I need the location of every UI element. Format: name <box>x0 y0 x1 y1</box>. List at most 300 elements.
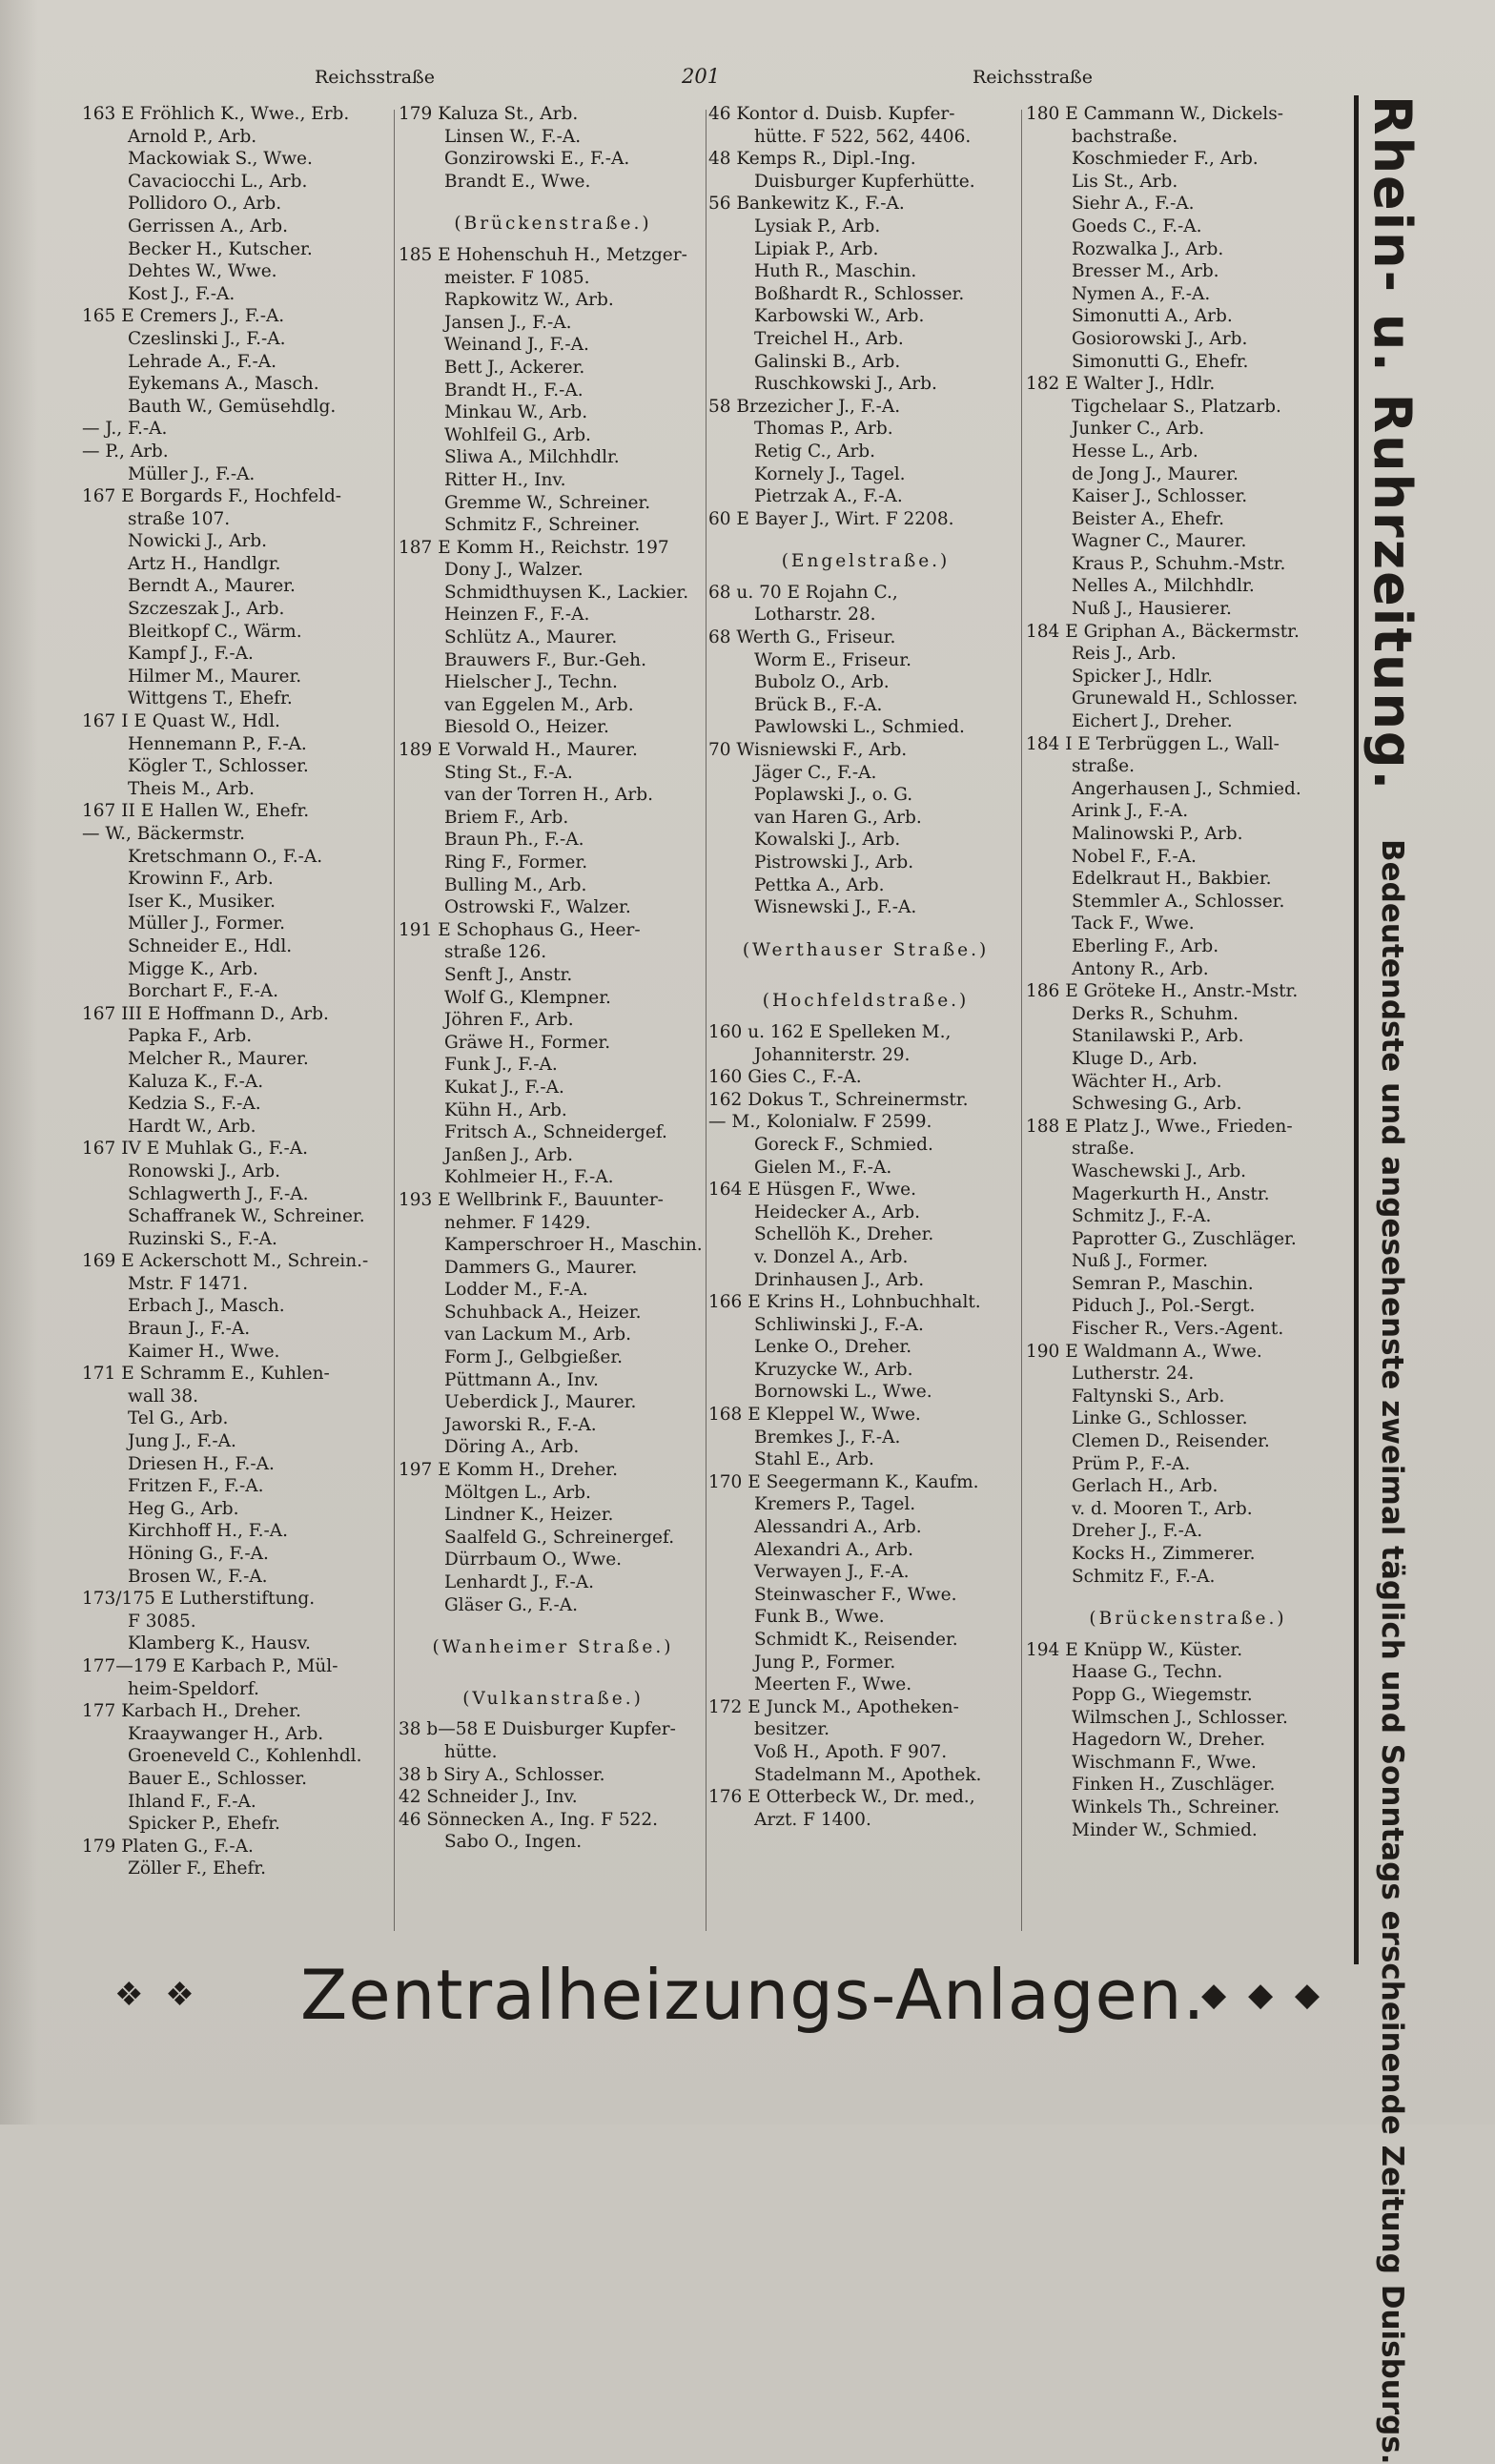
directory-entry: Spicker J., Hdlr. <box>1072 666 1213 687</box>
directory-entry: Wittgens T., Ehefr. <box>128 688 293 709</box>
directory-entry: 168 E Kleppel W., Wwe. <box>708 1405 921 1426</box>
spacer <box>399 1668 707 1679</box>
directory-entry: Ueberdick J., Maurer. <box>444 1392 637 1413</box>
directory-entry: Iser K., Musiker. <box>128 891 276 912</box>
directory-entry: Brück B., F.-A. <box>754 694 883 715</box>
directory-entry: Schmidt K., Reisender. <box>754 1630 958 1650</box>
directory-entry: Schaffranek W., Schreiner. <box>128 1206 365 1227</box>
column-divider <box>706 110 707 1931</box>
directory-entry: Hilmer M., Maurer. <box>128 666 302 687</box>
directory-entry: Beister A., Ehefr. <box>1072 508 1224 529</box>
directory-entry: 185 E Hohenschuh H., Metzger- <box>399 244 687 265</box>
directory-entry: Minkau W., Arb. <box>444 402 588 423</box>
directory-entry: Linsen W., F.-A. <box>444 126 582 147</box>
directory-entry: meister. F 1085. <box>444 267 590 288</box>
directory-entry: Boßhardt R., Schlosser. <box>754 283 965 304</box>
directory-entry: Kost J., F.-A. <box>128 283 236 304</box>
directory-entry: Nuß J., Former. <box>1072 1251 1208 1272</box>
directory-entry: 60 E Bayer J., Wirt. F 2208. <box>708 508 954 529</box>
cross-street-heading: (Wanheimer Straße.) <box>432 1637 674 1658</box>
directory-entry: Galinski B., Arb. <box>754 351 901 372</box>
directory-entry: Gerlach H., Arb. <box>1072 1476 1219 1497</box>
directory-entry: Wagner C., Maurer. <box>1072 531 1247 552</box>
directory-entry: Saalfeld G., Schreinergef. <box>444 1527 675 1548</box>
directory-entry: Ronowski J., Arb. <box>128 1160 281 1181</box>
directory-entry: Bornowski L., Wwe. <box>754 1382 932 1403</box>
directory-entry: Kaiser J., Schlosser. <box>1072 486 1248 507</box>
directory-entry: Heinzen F., F.-A. <box>444 605 590 626</box>
directory-entry: Cavaciocchi L., Arb. <box>128 171 308 192</box>
directory-entry: Gerrissen A., Arb. <box>128 216 288 236</box>
directory-entry: Wächter H., Arb. <box>1072 1071 1222 1092</box>
spacer <box>399 193 707 204</box>
directory-entry: Tigchelaar S., Platzarb. <box>1072 396 1281 417</box>
directory-entry: 46 Sönnecken A., Ing. F 522. <box>399 1809 659 1830</box>
directory-entry: Püttmann A., Inv. <box>444 1369 599 1390</box>
sidebar-rule <box>1354 95 1359 1964</box>
cross-street-heading: (Werthauser Straße.) <box>742 939 990 960</box>
directory-entry: hütte. F 522, 562, 4406. <box>754 126 972 147</box>
directory-entry: 167 E Borgards F., Hochfeld- <box>82 486 342 507</box>
footer-advertisement <box>76 1955 1373 2041</box>
directory-entry: 164 E Hüsgen F., Wwe. <box>708 1180 916 1201</box>
directory-entry: Bett J., Ackerer. <box>444 357 585 378</box>
spacer <box>708 919 1023 931</box>
directory-entry: 166 E Krins H., Lohnbuchhalt. <box>708 1292 981 1313</box>
directory-entry: Kukat J., F.-A. <box>444 1077 564 1098</box>
directory-entry: Stahl E., Arb. <box>754 1449 874 1470</box>
directory-entry: — J., F.-A. <box>82 419 168 440</box>
directory-entry: Mackowiak S., Wwe. <box>128 149 313 170</box>
directory-entry: Edelkraut H., Bakbier. <box>1072 869 1272 890</box>
directory-entry: Wilmschen J., Schlosser. <box>1072 1707 1288 1728</box>
footer-ad-text: Zentralheizungs-Anlagen. <box>300 1955 1206 2035</box>
directory-entry: Schwesing G., Arb. <box>1072 1094 1242 1115</box>
directory-entry: F 3085. <box>128 1611 196 1632</box>
directory-entry: 48 Kemps R., Dipl.-Ing. <box>708 149 916 170</box>
directory-entry: de Jong J., Maurer. <box>1072 463 1239 484</box>
directory-entry: Angerhausen J., Schmied. <box>1072 778 1301 799</box>
directory-entry: Hesse L., Arb. <box>1072 441 1198 462</box>
directory-entry: Gremme W., Schreiner. <box>444 492 651 513</box>
header-street-right: Reichsstraße <box>973 67 1093 88</box>
directory-entry: Pettka A., Arb. <box>754 874 885 895</box>
directory-entry: Erbach J., Masch. <box>128 1296 285 1317</box>
directory-entry: Szczeszak J., Arb. <box>128 599 285 620</box>
cross-street-heading: (Brückenstraße.) <box>1089 1609 1287 1630</box>
directory-entry: Poplawski J., o. G. <box>754 785 913 806</box>
directory-entry: Brosen W., F.-A. <box>128 1566 268 1587</box>
directory-entry: Fritsch A., Schneidergef. <box>444 1122 667 1143</box>
directory-entry: 171 E Schramm E., Kuhlen- <box>82 1364 330 1385</box>
directory-entry: Wohlfeil G., Arb. <box>444 424 591 445</box>
directory-entry: Kornely J., Tagel. <box>754 463 906 484</box>
ornament-right: ◆ ◆ ◆ <box>1201 1976 1326 2014</box>
directory-entry: Theis M., Arb. <box>128 778 256 799</box>
spacer <box>1026 1588 1350 1599</box>
directory-entry: Braun J., F.-A. <box>128 1319 251 1340</box>
directory-entry: Waschewski J., Arb. <box>1072 1160 1247 1181</box>
directory-entry: Sliwa A., Milchhdlr. <box>444 447 620 468</box>
directory-entry: Schmitz F., F.-A. <box>1072 1566 1216 1587</box>
directory-entry: Fritzen F., F.-A. <box>128 1476 264 1497</box>
directory-entry: Kampf J., F.-A. <box>128 644 254 665</box>
directory-entry: Brandt H., F.-A. <box>444 380 584 400</box>
directory-entry: Brauwers F., Bur.-Geh. <box>444 649 646 670</box>
directory-entry: Gielen M., F.-A. <box>754 1157 892 1178</box>
directory-entry: 190 E Waldmann A., Wwe. <box>1026 1341 1262 1362</box>
directory-entry: Krowinn F., Arb. <box>128 869 274 890</box>
directory-entry: Senft J., Anstr. <box>444 964 573 985</box>
column-2 <box>399 103 707 1934</box>
directory-entry: Kögler T., Schlosser. <box>128 756 309 777</box>
directory-entry: Funk J., F.-A. <box>444 1055 558 1076</box>
ornament-left: ❖ ❖ <box>114 1976 200 2014</box>
directory-entry: 187 E Komm H., Reichstr. 197 <box>399 537 669 558</box>
directory-entry: Kremers P., Tagel. <box>754 1494 916 1515</box>
directory-entry: Jaworski R., F.-A. <box>444 1414 597 1435</box>
directory-entry: 197 E Komm H., Dreher. <box>399 1460 618 1481</box>
directory-entry: Stadelmann M., Apothek. <box>754 1764 982 1785</box>
directory-entry: 173/175 E Lutherstiftung. <box>82 1589 316 1610</box>
directory-entry: — W., Bäckermstr. <box>82 824 245 844</box>
directory-entry: Ruzinski S., F.-A. <box>128 1228 277 1249</box>
directory-entry: Migge K., Arb. <box>128 958 258 979</box>
directory-entry: 180 E Cammann W., Dickels- <box>1026 104 1283 124</box>
directory-entry: Prüm P., F.-A. <box>1072 1453 1191 1474</box>
directory-entry: Lodder M., F.-A. <box>444 1280 588 1301</box>
directory-entry: 172 E Junck M., Apotheken- <box>708 1696 959 1717</box>
directory-entry: Treichel H., Arb. <box>754 328 904 349</box>
directory-entry: Kraus P., Schuhm.-Mstr. <box>1072 553 1286 574</box>
directory-entry: Ritter H., Inv. <box>444 469 566 490</box>
directory-entry: Paprotter G., Zuschläger. <box>1072 1228 1297 1249</box>
directory-entry: Kocks H., Zimmerer. <box>1072 1544 1256 1564</box>
directory-entry: Becker H., Kutscher. <box>128 238 313 259</box>
directory-entry: straße. <box>1072 756 1135 777</box>
directory-entry: 189 E Vorwald H., Maurer. <box>399 740 638 761</box>
directory-entry: Lotharstr. 28. <box>754 605 876 626</box>
directory-entry: Lysiak P., Arb. <box>754 216 881 236</box>
directory-entry: Höning G., F.-A. <box>128 1544 269 1564</box>
directory-entry: Thomas P., Arb. <box>754 419 893 440</box>
directory-entry: Czeslinski J., F.-A. <box>128 328 286 349</box>
directory-entry: 68 Werth G., Friseur. <box>708 627 896 648</box>
directory-entry: Huth R., Maschin. <box>754 261 917 282</box>
cross-street-heading: (Vulkanstraße.) <box>462 1688 644 1709</box>
directory-entry: 194 E Knüpp W., Küster. <box>1026 1639 1243 1660</box>
directory-entry: Dony J., Walzer. <box>444 560 584 581</box>
directory-entry: Nelles A., Milchhdlr. <box>1072 576 1255 597</box>
directory-entry: Brandt E., Wwe. <box>444 171 591 192</box>
directory-entry: 167 IV E Muhlak G., F.-A. <box>82 1139 309 1160</box>
directory-entry: Dehtes W., Wwe. <box>128 261 277 282</box>
directory-entry: Schellöh K., Dreher. <box>754 1224 934 1245</box>
directory-entry: straße 126. <box>444 942 547 963</box>
directory-entry: Heg G., Arb. <box>128 1498 239 1519</box>
spacer <box>399 1616 707 1628</box>
directory-entry: Rapkowitz W., Arb. <box>444 290 614 311</box>
directory-entry: Hardt W., Arb. <box>128 1116 256 1137</box>
directory-entry: — M., Kolonialw. F 2599. <box>708 1112 932 1133</box>
directory-entry: Lipiak P., Arb. <box>754 238 879 259</box>
directory-entry: Kedzia S., F.-A. <box>128 1094 261 1115</box>
directory-entry: Ring F., Former. <box>444 852 588 873</box>
directory-entry: 38 b—58 E Duisburger Kupfer- <box>399 1719 676 1740</box>
directory-entry: v. Donzel A., Arb. <box>754 1246 909 1267</box>
column-divider <box>394 110 395 1931</box>
directory-entry: Jäger C., F.-A. <box>754 762 877 783</box>
directory-entry: 167 I E Quast W., Hdl. <box>82 711 280 732</box>
directory-entry: Fischer R., Vers.-Agent. <box>1072 1319 1284 1340</box>
directory-entry: 186 E Gröteke H., Anstr.-Mstr. <box>1026 981 1299 1002</box>
directory-entry: Haase G., Techn. <box>1072 1662 1223 1683</box>
directory-entry: Reis J., Arb. <box>1072 644 1177 665</box>
directory-entry: Goreck F., Schmied. <box>754 1134 933 1155</box>
directory-entry: Schmitz F., Schreiner. <box>444 515 641 536</box>
directory-entry: Goeds C., F.-A. <box>1072 216 1202 236</box>
directory-entry: Driesen H., F.-A. <box>128 1453 275 1474</box>
directory-entry: van der Torren H., Arb. <box>444 785 653 806</box>
directory-entry: Bulling M., Arb. <box>444 874 587 895</box>
directory-entry: 160 u. 162 E Spelleken M., <box>708 1021 952 1042</box>
directory-entry: Kühn H., Arb. <box>444 1099 567 1120</box>
directory-entry: Klamberg K., Hausv. <box>128 1633 311 1654</box>
directory-entry: Ihland F., F.-A. <box>128 1791 256 1812</box>
directory-entry: Nymen A., F.-A. <box>1072 283 1211 304</box>
directory-entry: Verwayen J., F.-A. <box>754 1562 910 1583</box>
directory-entry: Kamperschroer H., Maschin. <box>444 1235 703 1256</box>
directory-entry: 170 E Seegermann K., Kaufm. <box>708 1471 979 1492</box>
directory-entry: Biesold O., Heizer. <box>444 717 609 738</box>
directory-entry: Bleitkopf C., Wärm. <box>128 621 302 642</box>
directory-entry: Zöller F., Ehefr. <box>128 1858 267 1879</box>
directory-entry: Jung J., F.-A. <box>128 1431 236 1452</box>
directory-entry: Ostrowski F., Walzer. <box>444 897 631 918</box>
directory-entry: hütte. <box>444 1741 498 1762</box>
directory-entry: Schuhback A., Heizer. <box>444 1302 642 1323</box>
directory-entry: Simonutti G., Ehefr. <box>1072 351 1249 372</box>
directory-entry: Berndt A., Maurer. <box>128 576 296 597</box>
directory-entry: Duisburger Kupferhütte. <box>754 171 975 192</box>
directory-entry: 177—179 E Karbach P., Mül- <box>82 1655 338 1676</box>
header-street-left: Reichsstraße <box>315 67 435 88</box>
directory-entry: Voß H., Apoth. F 907. <box>754 1741 948 1762</box>
directory-entry: Papka F., Arb. <box>128 1026 253 1047</box>
spacer <box>708 970 1023 981</box>
directory-entry: Siehr A., F.-A. <box>1072 194 1195 215</box>
directory-entry: Pistrowski J., Arb. <box>754 852 914 873</box>
directory-entry: Döring A., Arb. <box>444 1437 580 1458</box>
directory-entry: Derks R., Schuhm. <box>1072 1003 1239 1024</box>
directory-entry: Kluge D., Arb. <box>1072 1048 1198 1069</box>
directory-entry: Kretschmann O., F.-A. <box>128 846 323 867</box>
directory-entry: 177 Karbach H., Dreher. <box>82 1701 301 1722</box>
newspaper-ad-sidebar <box>1354 95 1424 2464</box>
directory-entry: Sting St., F.-A. <box>444 762 573 783</box>
directory-entry: Form J., Gelbgießer. <box>444 1347 624 1368</box>
directory-entry: Linke G., Schlosser. <box>1072 1408 1248 1429</box>
directory-entry: 179 Platen G., F.-A. <box>82 1836 254 1857</box>
directory-entry: Janßen J., Arb. <box>444 1144 574 1165</box>
directory-entry: Schmidthuysen K., Lackier. <box>444 582 689 603</box>
directory-entry: Bubolz O., Arb. <box>754 672 890 693</box>
cross-street-heading: (Engelstraße.) <box>781 551 951 572</box>
directory-entry: Kirchhoff H., F.-A. <box>128 1521 289 1542</box>
directory-entry: Gräwe H., Former. <box>444 1032 611 1053</box>
directory-entry: Alessandri A., Arb. <box>754 1517 922 1538</box>
directory-entry: Alexandri A., Arb. <box>754 1539 914 1560</box>
directory-entry: Weinand J., F.-A. <box>444 335 589 356</box>
directory-entry: Möltgen L., Arb. <box>444 1482 591 1503</box>
directory-entry: 70 Wisniewski F., Arb. <box>708 740 908 761</box>
column-4 <box>1026 103 1350 1934</box>
directory-entry: — P., Arb. <box>82 441 169 462</box>
directory-entry: Antony R., Arb. <box>1072 958 1209 979</box>
directory-entry: 184 I E Terbrüggen L., Wall- <box>1026 733 1280 754</box>
directory-entry: Simonutti A., Arb. <box>1072 306 1233 327</box>
directory-entry: 68 u. 70 E Rojahn C., <box>708 582 898 603</box>
directory-entry: Schlütz A., Maurer. <box>444 627 618 648</box>
directory-entry: Karbowski W., Arb. <box>754 306 925 327</box>
directory-entry: Kowalski J., Arb. <box>754 830 901 851</box>
directory-entry: Lenke O., Dreher. <box>754 1337 912 1358</box>
newspaper-title: Rhein- u. Ruhrzeitung. <box>1362 95 1423 792</box>
directory-entry: Dreher J., F.-A. <box>1072 1521 1203 1542</box>
directory-entry: bachstraße. <box>1072 126 1178 147</box>
directory-entry: Koschmieder F., Arb. <box>1072 149 1259 170</box>
newspaper-slogan: Bedeutendste und angesehenste zweimal täglich und Sonntags erscheinende Zeitung Duisburgs. <box>1375 838 1409 2464</box>
directory-entry: Hagedorn W., Dreher. <box>1072 1730 1266 1751</box>
directory-entry: Arnold P., Arb. <box>128 126 257 147</box>
directory-entry: Bauth W., Gemüsehdlg. <box>128 396 337 417</box>
directory-entry: Lindner K., Heizer. <box>444 1505 614 1526</box>
directory-entry: Nuß J., Hausierer. <box>1072 599 1232 620</box>
directory-entry: Semran P., Maschin. <box>1072 1273 1254 1294</box>
directory-entry: Nowicki J., Arb. <box>128 531 267 552</box>
directory-entry: Wisnewski J., F.-A. <box>754 897 917 918</box>
directory-entry: Arink J., F.-A. <box>1072 801 1189 822</box>
directory-entry: straße 107. <box>128 508 231 529</box>
directory-entry: Popp G., Wiegemstr. <box>1072 1684 1253 1705</box>
directory-entry: Müller J., Former. <box>128 914 285 934</box>
directory-entry: Lis St., Arb. <box>1072 171 1178 192</box>
directory-entry: Bauer E., Schlosser. <box>128 1768 307 1789</box>
directory-entry: Gosiorowski J., Arb. <box>1072 328 1248 349</box>
directory-entry: 169 E Ackerschott M., Schrein.- <box>82 1251 369 1272</box>
directory-entry: 162 Dokus T., Schreinermstr. <box>708 1089 969 1110</box>
directory-entry: Schlagwerth J., F.-A. <box>128 1183 309 1204</box>
directory-entry: van Eggelen M., Arb. <box>444 694 634 715</box>
directory-entry: 56 Bankewitz K., F.-A. <box>708 194 905 215</box>
column-3 <box>708 103 1023 1934</box>
directory-entry: Pietrzak A., F.-A. <box>754 486 903 507</box>
directory-entry: Magerkurth H., Anstr. <box>1072 1183 1270 1204</box>
directory-entry: Piduch J., Pol.-Sergt. <box>1072 1296 1256 1317</box>
directory-entry: 46 Kontor d. Duisb. Kupfer- <box>708 104 955 124</box>
directory-entry: Gonzirowski E., F.-A. <box>444 149 630 170</box>
directory-entry: Drinhausen J., Arb. <box>754 1269 925 1290</box>
directory-entry: Lutherstr. 24. <box>1072 1364 1195 1385</box>
directory-entry: Winkels Th., Schreiner. <box>1072 1797 1280 1817</box>
column-divider <box>1021 110 1022 1931</box>
directory-entry: Hennemann P., F.-A. <box>128 733 307 754</box>
directory-entry: Kaimer H., Wwe. <box>128 1341 280 1362</box>
directory-entry: Kaluza K., F.-A. <box>128 1071 264 1092</box>
directory-entry: Rozwalka J., Arb. <box>1072 238 1224 259</box>
directory-entry: Stemmler A., Schlosser. <box>1072 891 1285 912</box>
directory-entry: Junker C., Arb. <box>1072 419 1205 440</box>
directory-entry: van Lackum M., Arb. <box>444 1324 632 1345</box>
directory-entry: wall 38. <box>128 1386 198 1407</box>
directory-entry: Schliwinski J., F.-A. <box>754 1314 924 1335</box>
directory-entry: Finken H., Zuschläger. <box>1072 1775 1276 1796</box>
directory-entry: 179 Kaluza St., Arb. <box>399 104 579 124</box>
directory-entry: Eykemans A., Masch. <box>128 374 319 395</box>
directory-entry: 191 E Schophaus G., Heer- <box>399 919 641 940</box>
directory-entry: Meerten F., Wwe. <box>754 1674 912 1695</box>
column-1 <box>82 103 395 1934</box>
directory-entry: 176 E Otterbeck W., Dr. med., <box>708 1787 975 1808</box>
directory-entry: Pawlowski L., Schmied. <box>754 717 965 738</box>
directory-entry: 167 II E Hallen W., Ehefr. <box>82 801 310 822</box>
directory-entry: 58 Brzezicher J., F.-A. <box>708 396 901 417</box>
directory-entry: 163 E Fröhlich K., Wwe., Erb. <box>82 104 350 124</box>
directory-entry: Johanniterstr. 29. <box>754 1044 911 1065</box>
directory-entry: Braun Ph., F.-A. <box>444 830 584 851</box>
directory-entry: Ruschkowski J., Arb. <box>754 374 937 395</box>
directory-entry: 42 Schneider J., Inv. <box>399 1787 578 1808</box>
directory-entry: Spicker P., Ehefr. <box>128 1814 280 1835</box>
directory-entry: Tack F., Wwe. <box>1072 914 1195 934</box>
directory-entry: Kruzycke W., Arb. <box>754 1359 913 1380</box>
directory-entry: 165 E Cremers J., F.-A. <box>82 306 285 327</box>
spacer <box>708 530 1023 542</box>
cross-street-heading: (Brückenstraße.) <box>454 214 652 235</box>
directory-entry: Jansen J., F.-A. <box>444 312 572 333</box>
directory-entry: Müller J., F.-A. <box>128 463 256 484</box>
directory-entry: Kraaywanger H., Arb. <box>128 1723 324 1744</box>
directory-entry: Jung P., Former. <box>754 1652 896 1673</box>
page-header <box>72 67 1349 95</box>
directory-entry: Nobel F., F.-A. <box>1072 846 1197 867</box>
directory-entry: Sabo O., Ingen. <box>444 1832 583 1853</box>
directory-entry: Funk B., Wwe. <box>754 1607 885 1628</box>
directory-entry: van Haren G., Arb. <box>754 807 922 828</box>
directory-entry: Grunewald H., Schlosser. <box>1072 688 1299 709</box>
directory-entry: Eberling F., Arb. <box>1072 935 1219 956</box>
directory-entry: 38 b Siry A., Schlosser. <box>399 1764 605 1785</box>
directory-entry: Lehrade A., F.-A. <box>128 351 277 372</box>
directory-entry: straße. <box>1072 1139 1135 1160</box>
directory-entry: v. d. Mooren T., Arb. <box>1072 1498 1253 1519</box>
directory-entry: Groeneveld C., Kohlenhdl. <box>128 1746 362 1767</box>
directory-entry: Pollidoro O., Arb. <box>128 194 282 215</box>
directory-entry: Faltynski S., Arb. <box>1072 1386 1225 1407</box>
directory-entry: Wolf G., Klempner. <box>444 987 611 1008</box>
directory-entry: Gläser G., F.-A. <box>444 1594 578 1615</box>
directory-entry: Bresser M., Arb. <box>1072 261 1219 282</box>
directory-entry: 167 III E Hoffmann D., Arb. <box>82 1003 329 1024</box>
directory-entry: Jöhren F., Arb. <box>444 1010 574 1031</box>
directory-entry: 160 Gies C., F.-A. <box>708 1067 862 1088</box>
directory-entry: Minder W., Schmied. <box>1072 1819 1258 1840</box>
directory-entry: 182 E Walter J., Hdlr. <box>1026 374 1216 395</box>
directory-entry: Kohlmeier H., F.-A. <box>444 1167 614 1188</box>
directory-entry: Retig C., Arb. <box>754 441 876 462</box>
directory-entry: Steinwascher F., Wwe. <box>754 1584 957 1605</box>
directory-entry: Clemen D., Reisender. <box>1072 1431 1270 1452</box>
